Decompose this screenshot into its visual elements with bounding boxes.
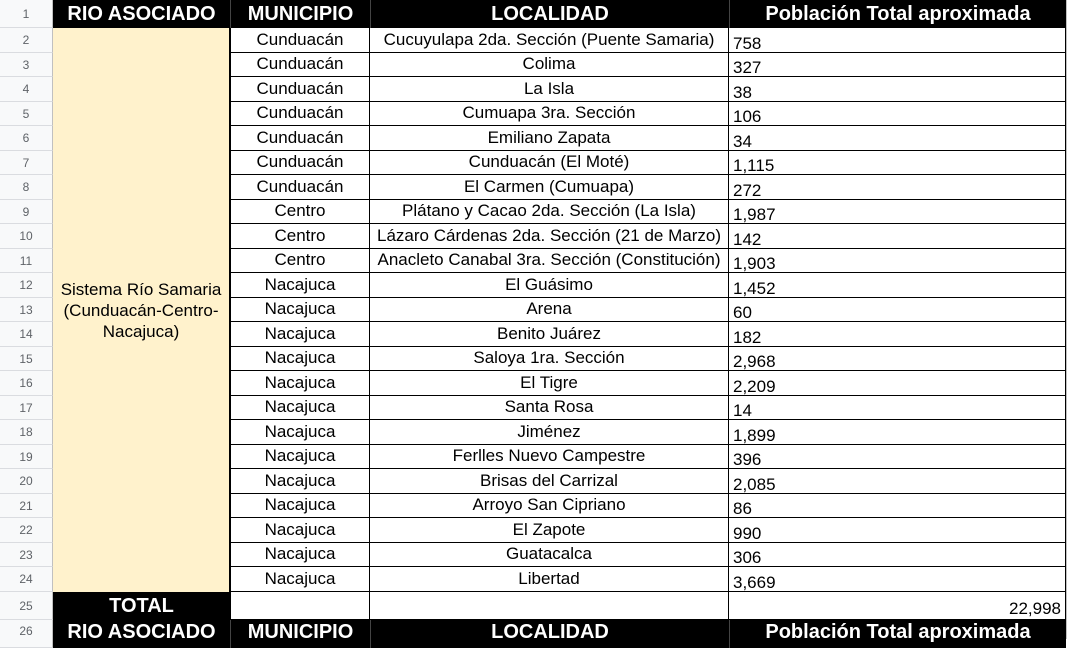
poblacion-cell[interactable]: 86 — [729, 494, 1066, 518]
row-number[interactable]: 3 — [0, 53, 53, 77]
localidad-cell[interactable]: Brisas del Carrizal — [370, 469, 729, 494]
header-poblacion[interactable]: Población Total aproximada — [729, 0, 1066, 28]
localidad-cell[interactable]: Arena — [370, 298, 729, 322]
row-number[interactable]: 21 — [0, 494, 53, 518]
poblacion-cell[interactable]: 142 — [729, 224, 1066, 249]
municipio-cell[interactable]: Centro — [230, 200, 370, 224]
row-number[interactable]: 15 — [0, 347, 53, 371]
municipio-cell[interactable]: Nacajuca — [230, 371, 370, 396]
localidad-cell[interactable]: Ferlles Nuevo Campestre — [370, 445, 729, 469]
municipio-cell[interactable]: Nacajuca — [230, 298, 370, 322]
row-number[interactable]: 18 — [0, 420, 53, 445]
header-rio-asociado[interactable]: RIO ASOCIADO — [53, 0, 230, 28]
poblacion-cell[interactable]: 60 — [729, 298, 1066, 322]
localidad-cell[interactable]: Arroyo San Cipriano — [370, 494, 729, 518]
poblacion-cell[interactable]: 3,669 — [729, 567, 1066, 592]
localidad-cell[interactable]: Cucuyulapa 2da. Sección (Puente Samaria) — [370, 28, 729, 53]
poblacion-cell[interactable]: 106 — [729, 102, 1066, 126]
row-number[interactable]: 13 — [0, 298, 53, 322]
row-number[interactable]: 25 — [0, 592, 53, 620]
row-number[interactable]: 5 — [0, 102, 53, 126]
total-localidad-cell[interactable] — [370, 592, 729, 620]
localidad-cell[interactable]: Plátano y Cacao 2da. Sección (La Isla) — [370, 200, 729, 224]
total-municipio-cell[interactable] — [230, 592, 370, 620]
poblacion-cell[interactable]: 1,115 — [729, 151, 1066, 175]
header-poblacion[interactable]: Población Total aproximada — [729, 620, 1066, 648]
row-number[interactable]: 1 — [0, 0, 53, 28]
row-number[interactable]: 11 — [0, 249, 53, 273]
localidad-cell[interactable]: Emiliano Zapata — [370, 126, 729, 151]
municipio-cell[interactable]: Cunduacán — [230, 175, 370, 200]
municipio-cell[interactable]: Nacajuca — [230, 273, 370, 298]
row-number[interactable]: 7 — [0, 151, 53, 175]
poblacion-cell[interactable]: 14 — [729, 396, 1066, 420]
municipio-cell[interactable]: Nacajuca — [230, 469, 370, 494]
localidad-cell[interactable]: El Tigre — [370, 371, 729, 396]
poblacion-cell[interactable]: 38 — [729, 77, 1066, 102]
header-rio-asociado[interactable]: RIO ASOCIADO — [53, 620, 230, 648]
localidad-cell[interactable]: El Guásimo — [370, 273, 729, 298]
poblacion-cell[interactable]: 758 — [729, 28, 1066, 53]
row-number[interactable]: 2 — [0, 28, 53, 53]
row-number[interactable]: 16 — [0, 371, 53, 396]
rio-asociado-merged-cell[interactable] — [53, 28, 230, 592]
localidad-cell[interactable]: La Isla — [370, 77, 729, 102]
header-localidad[interactable]: LOCALIDAD — [370, 0, 729, 28]
localidad-cell[interactable]: Benito Juárez — [370, 322, 729, 347]
poblacion-cell[interactable]: 396 — [729, 445, 1066, 469]
poblacion-cell[interactable]: 1,987 — [729, 200, 1066, 224]
column-divider — [1066, 0, 1067, 639]
row-number[interactable]: 9 — [0, 200, 53, 224]
rio-asociado-value: Sistema Río Samaria (Cunduacán-Centro-Nacajuca) — [60, 279, 222, 341]
localidad-cell[interactable]: El Zapote — [370, 518, 729, 543]
row-number[interactable]: 24 — [0, 567, 53, 592]
poblacion-cell[interactable]: 272 — [729, 175, 1066, 200]
municipio-cell[interactable]: Cunduacán — [230, 77, 370, 102]
total-value[interactable]: 22,998 — [729, 592, 1066, 620]
row-number[interactable]: 10 — [0, 224, 53, 249]
localidad-cell[interactable]: Libertad — [370, 567, 729, 592]
municipio-cell[interactable]: Centro — [230, 249, 370, 273]
row-number[interactable]: 22 — [0, 518, 53, 543]
row-number[interactable]: 4 — [0, 77, 53, 102]
municipio-cell[interactable]: Cunduacán — [230, 28, 370, 53]
poblacion-cell[interactable]: 306 — [729, 543, 1066, 567]
header-municipio[interactable]: MUNICIPIO — [230, 620, 370, 648]
row-number[interactable]: 14 — [0, 322, 53, 347]
row-number[interactable]: 8 — [0, 175, 53, 200]
row-number[interactable]: 20 — [0, 469, 53, 494]
poblacion-cell[interactable]: 990 — [729, 518, 1066, 543]
row-number[interactable]: 23 — [0, 543, 53, 567]
municipio-cell[interactable]: Nacajuca — [230, 347, 370, 371]
municipio-cell[interactable]: Cunduacán — [230, 126, 370, 151]
poblacion-cell[interactable]: 1,903 — [729, 249, 1066, 273]
localidad-cell[interactable]: Cumuapa 3ra. Sección — [370, 102, 729, 126]
localidad-cell[interactable]: Jiménez — [370, 420, 729, 445]
poblacion-cell[interactable]: 327 — [729, 53, 1066, 77]
localidad-cell[interactable]: El Carmen (Cumuapa) — [370, 175, 729, 200]
municipio-cell[interactable]: Nacajuca — [230, 567, 370, 592]
header-municipio[interactable]: MUNICIPIO — [230, 0, 370, 28]
municipio-cell[interactable]: Nacajuca — [230, 518, 370, 543]
municipio-cell[interactable]: Nacajuca — [230, 396, 370, 420]
row-number[interactable]: 12 — [0, 273, 53, 298]
header-localidad[interactable]: LOCALIDAD — [370, 620, 729, 648]
total-label[interactable]: TOTAL — [53, 592, 230, 620]
row-number[interactable]: 26 — [0, 620, 53, 648]
localidad-cell[interactable]: Guatacalca — [370, 543, 729, 567]
municipio-cell[interactable]: Nacajuca — [230, 420, 370, 445]
poblacion-cell[interactable]: 1,899 — [729, 420, 1066, 445]
poblacion-cell[interactable]: 2,209 — [729, 371, 1066, 396]
row-number[interactable]: 19 — [0, 445, 53, 469]
poblacion-cell[interactable]: 182 — [729, 322, 1066, 347]
poblacion-cell[interactable]: 1,452 — [729, 273, 1066, 298]
localidad-cell[interactable]: Santa Rosa — [370, 396, 729, 420]
poblacion-cell[interactable]: 2,968 — [729, 347, 1066, 371]
localidad-cell[interactable]: Saloya 1ra. Sección — [370, 347, 729, 371]
municipio-cell[interactable]: Nacajuca — [230, 543, 370, 567]
localidad-cell[interactable]: Colima — [370, 53, 729, 77]
localidad-cell[interactable]: Anacleto Canabal 3ra. Sección (Constitución) — [370, 249, 729, 273]
localidad-cell[interactable]: Lázaro Cárdenas 2da. Sección (21 de Marzo) — [370, 224, 729, 249]
row-number[interactable]: 17 — [0, 396, 53, 420]
municipio-cell[interactable]: Cunduacán — [230, 151, 370, 175]
poblacion-cell[interactable]: 34 — [729, 126, 1066, 151]
municipio-cell[interactable]: Nacajuca — [230, 445, 370, 469]
localidad-cell[interactable]: Cunduacán (El Moté) — [370, 151, 729, 175]
municipio-cell[interactable]: Nacajuca — [230, 322, 370, 347]
municipio-cell[interactable]: Cunduacán — [230, 53, 370, 77]
municipio-cell[interactable]: Cunduacán — [230, 102, 370, 126]
poblacion-cell[interactable]: 2,085 — [729, 469, 1066, 494]
municipio-cell[interactable]: Nacajuca — [230, 494, 370, 518]
municipio-cell[interactable]: Centro — [230, 224, 370, 249]
row-number[interactable]: 6 — [0, 126, 53, 151]
